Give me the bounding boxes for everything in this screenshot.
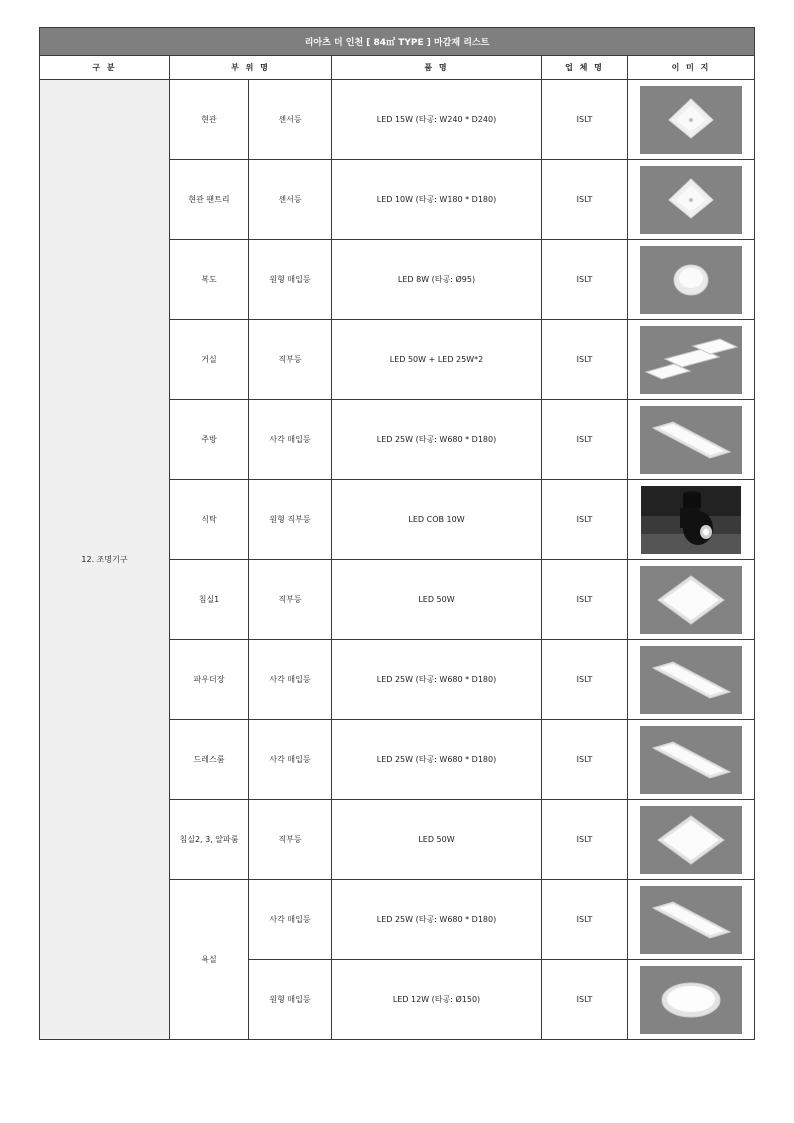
room-cell: 현관 팬트리 bbox=[170, 160, 249, 240]
fixture-type-cell: 사각 매입등 bbox=[249, 400, 332, 480]
round-downlight-large-image bbox=[640, 966, 742, 1034]
image-cell bbox=[628, 880, 755, 960]
fixture-type-cell: 원형 매입등 bbox=[249, 240, 332, 320]
fixture-type-cell: 원형 매입등 bbox=[249, 960, 332, 1040]
linear-recessed-light-image bbox=[640, 646, 742, 714]
header-vendor: 업 체 명 bbox=[542, 56, 628, 80]
product-cell: LED 12W (타공: Ø150) bbox=[332, 960, 542, 1040]
room-cell: 식탁 bbox=[170, 480, 249, 560]
square-panel-light-image bbox=[640, 806, 742, 874]
vendor-cell: ISLT bbox=[542, 880, 628, 960]
vendor-cell: ISLT bbox=[542, 640, 628, 720]
header-location: 부 위 명 bbox=[170, 56, 332, 80]
image-cell bbox=[628, 640, 755, 720]
vendor-cell: ISLT bbox=[542, 560, 628, 640]
product-cell: LED 8W (타공: Ø95) bbox=[332, 240, 542, 320]
vendor-cell: ISLT bbox=[542, 960, 628, 1040]
room-cell: 거실 bbox=[170, 320, 249, 400]
image-cell bbox=[628, 320, 755, 400]
header-product: 품 명 bbox=[332, 56, 542, 80]
room-cell: 복도 bbox=[170, 240, 249, 320]
fixture-type-cell: 사각 매입등 bbox=[249, 720, 332, 800]
fixture-type-cell: 센서등 bbox=[249, 80, 332, 160]
image-cell bbox=[628, 240, 755, 320]
product-cell: LED 10W (타공: W180 * D180) bbox=[332, 160, 542, 240]
room-cell: 주방 bbox=[170, 400, 249, 480]
image-cell bbox=[628, 720, 755, 800]
fixture-type-cell: 직부등 bbox=[249, 560, 332, 640]
table-row bbox=[40, 80, 755, 160]
room-cell: 욕실 bbox=[170, 880, 249, 1040]
vendor-cell: ISLT bbox=[542, 800, 628, 880]
product-cell: LED 50W bbox=[332, 800, 542, 880]
product-cell: LED 15W (타공: W240 * D240) bbox=[332, 80, 542, 160]
room-cell: 드레스룸 bbox=[170, 720, 249, 800]
product-cell: LED 50W bbox=[332, 560, 542, 640]
fixture-type-cell: 사각 매입등 bbox=[249, 880, 332, 960]
vendor-cell: ISLT bbox=[542, 400, 628, 480]
product-cell: LED 25W (타공: W680 * D180) bbox=[332, 400, 542, 480]
linear-recessed-light-image bbox=[640, 726, 742, 794]
room-cell: 파우더장 bbox=[170, 640, 249, 720]
fixture-type-cell: 직부등 bbox=[249, 320, 332, 400]
vendor-cell: ISLT bbox=[542, 720, 628, 800]
triple-panel-light-image bbox=[640, 326, 742, 394]
fixture-type-cell: 원형 직부등 bbox=[249, 480, 332, 560]
vendor-cell: ISLT bbox=[542, 80, 628, 160]
fixture-type-cell: 사각 매입등 bbox=[249, 640, 332, 720]
product-cell: LED COB 10W bbox=[332, 480, 542, 560]
fixture-type-cell: 직부등 bbox=[249, 800, 332, 880]
square-sensor-light-image bbox=[640, 166, 742, 234]
product-cell: LED 25W (타공: W680 * D180) bbox=[332, 720, 542, 800]
square-panel-light-image bbox=[640, 566, 742, 634]
room-cell: 현관 bbox=[170, 80, 249, 160]
image-cell bbox=[628, 400, 755, 480]
image-cell bbox=[628, 80, 755, 160]
linear-recessed-light-image bbox=[640, 406, 742, 474]
round-downlight-image bbox=[640, 246, 742, 314]
vendor-cell: ISLT bbox=[542, 160, 628, 240]
product-cell: LED 50W + LED 25W*2 bbox=[332, 320, 542, 400]
category-cell: 12. 조명기구 bbox=[40, 80, 170, 1040]
image-cell bbox=[628, 480, 755, 560]
vendor-cell: ISLT bbox=[542, 240, 628, 320]
sheet-title: 리아츠 더 인천 [ 84㎡ TYPE ] 마감재 리스트 bbox=[40, 28, 755, 56]
header-category: 구 분 bbox=[40, 56, 170, 80]
image-cell bbox=[628, 800, 755, 880]
vendor-cell: ISLT bbox=[542, 320, 628, 400]
product-cell: LED 25W (타공: W680 * D180) bbox=[332, 880, 542, 960]
product-cell: LED 25W (타공: W680 * D180) bbox=[332, 640, 542, 720]
image-cell bbox=[628, 160, 755, 240]
cob-spotlight-image bbox=[640, 486, 742, 554]
room-cell: 침실2, 3, 알파룸 bbox=[170, 800, 249, 880]
room-cell: 침실1 bbox=[170, 560, 249, 640]
finish-list-table bbox=[39, 27, 755, 1040]
image-cell bbox=[628, 560, 755, 640]
fixture-type-cell: 센서등 bbox=[249, 160, 332, 240]
linear-recessed-light-image bbox=[640, 886, 742, 954]
square-sensor-light-image bbox=[640, 86, 742, 154]
header-image: 이 미 지 bbox=[628, 56, 755, 80]
image-cell bbox=[628, 960, 755, 1040]
vendor-cell: ISLT bbox=[542, 480, 628, 560]
